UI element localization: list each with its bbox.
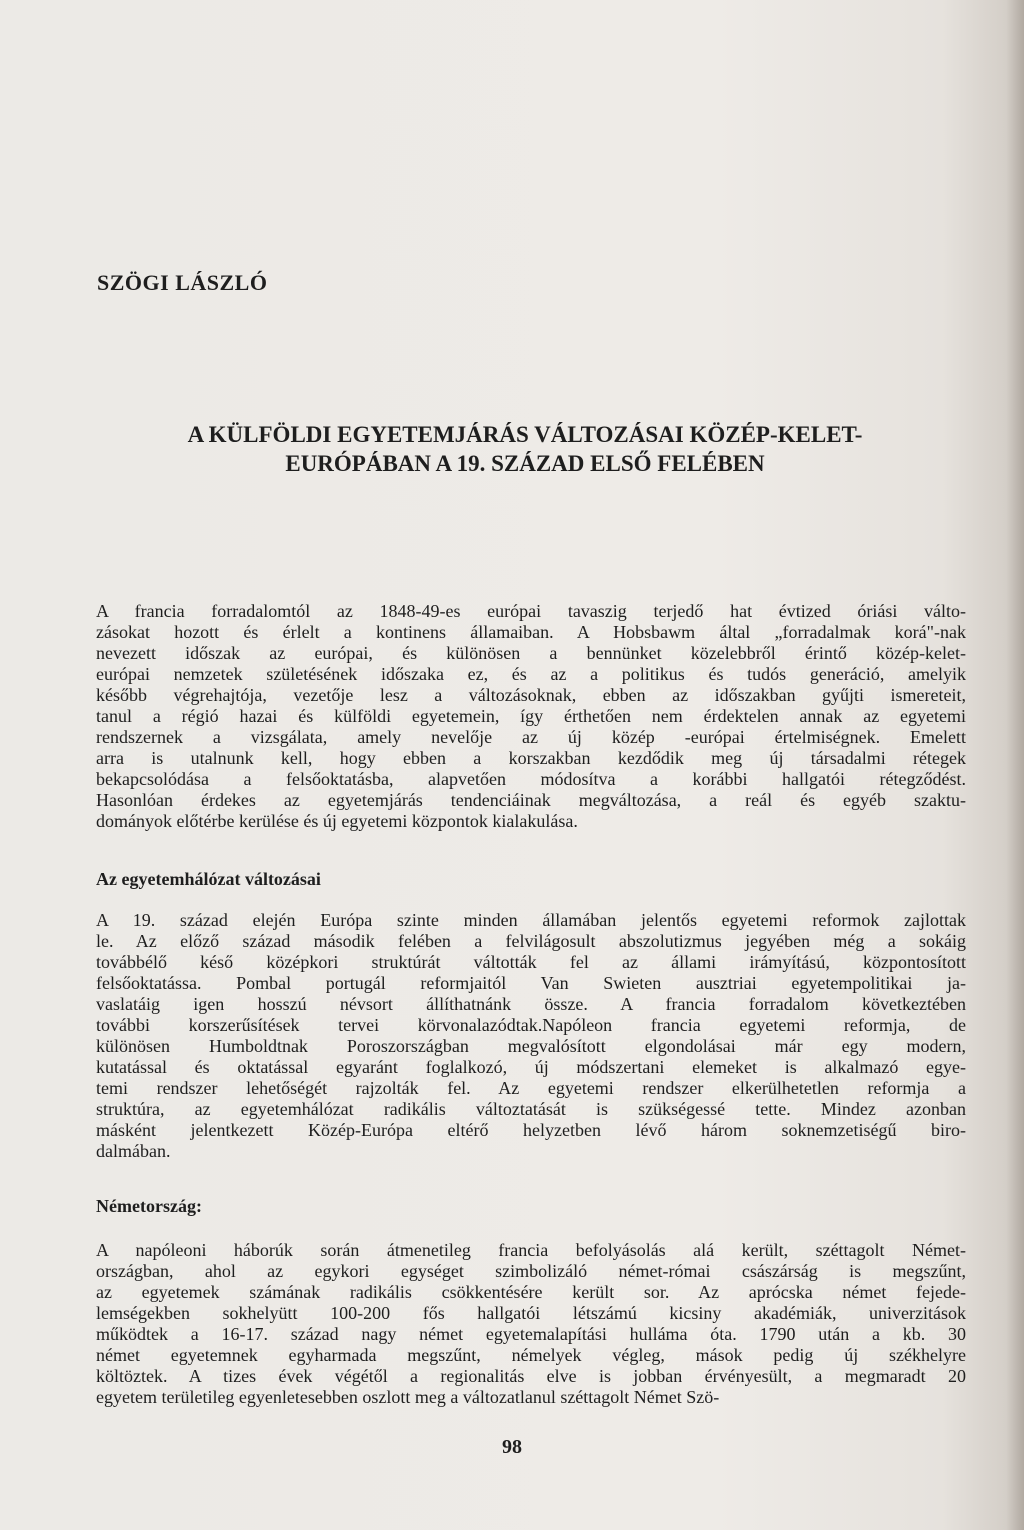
text-line: felsőoktatássa. Pombal portugál reformjaitól Van Swieten ausztriai egyetempolitikai ja- — [96, 973, 966, 993]
text-line: további korszerűsítések tervei körvonalazódtak.Napóleon francia egyetemi reformja, de — [96, 1015, 966, 1035]
text-line: A francia forradalomtól az 1848-49-es európai tavaszig terjedő hat évtized óriási válto- — [96, 601, 966, 621]
text-line: továbbélő késő középkori struktúrát váltották fel az állami irámyítású, központosított — [96, 952, 966, 972]
text-line: struktúra, az egyetemhálózat radikális változtatását is szükségessé tette. Mindez azonban — [96, 1099, 966, 1119]
text-line: arra is utalnunk kell, hogy ebben a korszakban kezdődik meg új társadalmi rétegek — [96, 748, 966, 768]
text-line: német egyetemnek egyharmada megszűnt, némelyek végleg, mások pedig új székhelyre — [96, 1345, 966, 1365]
text-line: európai nemzetek születésének időszaka ez, és az a politikus és tudós generáció, amelyik — [96, 664, 966, 684]
page-edge-shadow — [1006, 0, 1024, 1530]
text-line: az egyetemek számának radikális csökkentésére került sor. Az aprócska német fejede- — [96, 1282, 966, 1302]
text-line: másként jelentkezett Közép-Európa eltérő helyzetben lévő három soknemzetiségű biro- — [96, 1120, 966, 1140]
text-line: működtek a 16-17. század nagy német egyetemalapítási hulláma óta. 1790 után a kb. 30 — [96, 1324, 966, 1344]
text-line: dományok előtérbe kerülése és új egyetemi központok kialakulása. — [96, 811, 578, 831]
author-name: SZÖGI LÁSZLÓ — [97, 270, 268, 295]
article-title — [90, 420, 960, 478]
text-line: kutatással és oktatással egyaránt foglalkozó, új módszertani elemeket is alkalmazó egye- — [96, 1057, 966, 1077]
text-line: le. Az előző század második felében a felvilágosult abszolutizmus jegyében még a sokáig — [96, 931, 966, 951]
section-germany-paragraph — [96, 1240, 966, 1408]
page-number: 98 — [502, 1436, 522, 1458]
text-line: dalmában. — [96, 1141, 171, 1161]
text-line: A napóleoni háborúk során átmenetileg francia befolyásolás alá került, széttagolt Német- — [96, 1240, 966, 1260]
text-line: Hasonlóan érdekes az egyetemjárás tendenciáinak megváltozása, a reál és egyéb szaktu- — [96, 790, 966, 810]
title-line-1: A KÜLFÖLDI EGYETEMJÁRÁS VÁLTOZÁSAI KÖZÉP-KELET- — [187, 422, 863, 447]
text-line: lemségekben sokhelyütt 100-200 fős hallgatói létszámú kicsiny akadémiák, univerzitások — [96, 1303, 966, 1323]
text-line: rendszernek a vizsgálata, amely nevelője az új közép -európai értelmiségnek. Emelett — [96, 727, 966, 747]
text-line: egyetem területileg egyenletesebben oszlott meg a változatlanul széttagolt Német Szö- — [96, 1387, 720, 1407]
section-heading-network: Az egyetemhálózat változásai — [96, 869, 321, 889]
text-line: zásokat hozott és érlelt a kontinens államaiban. A Hobsbawm által „forradalmak korá"-nak — [96, 622, 966, 642]
text-line: temi rendszer lehetőségét rajzolták fel. Az egyetemi rendszer elkerülhetetlen reformja a — [96, 1078, 966, 1098]
text-line: költöztek. A tizes évek végétől a regionalitás elve is jobban érvényesült, a megmaradt 20 — [96, 1366, 966, 1386]
text-line: A 19. század elején Európa szinte minden államában jelentős egyetemi reformok zajlottak — [96, 910, 966, 930]
section-heading-germany: Németország: — [96, 1196, 202, 1216]
title-line-2: EURÓPÁBAN A 19. SZÁZAD ELSŐ FELÉBEN — [285, 451, 765, 476]
text-line: bekapcsolódása a felsőoktatásba, alapvetően módosítva a korábbi hallgatói rétegződést. — [96, 769, 966, 789]
text-line: később végrehajtója, vezetője lesz a változásoknak, ebben az időszakban gyűjti ismereteit, — [96, 685, 966, 705]
text-line: tanul a régió hazai és külföldi egyetemein, így érthetően nem érdektelen annak az egyetemi — [96, 706, 966, 726]
section-network-paragraph — [96, 910, 966, 1162]
text-line: országban, ahol az egykori egységet szimbolizáló német-római császárság is megszűnt, — [96, 1261, 966, 1281]
intro-paragraph — [96, 601, 966, 832]
text-line: vaslatáig igen hosszú névsort állíthatnánk össze. A francia forradalom következtében — [96, 994, 966, 1014]
text-line: nevezett időszak az európai, és különösen a bennünket közelebbről érintő közép-kelet- — [96, 643, 966, 663]
text-line: különösen Humboldtnak Poroszországban megvalósított elgondolásai már egy modern, — [96, 1036, 966, 1056]
